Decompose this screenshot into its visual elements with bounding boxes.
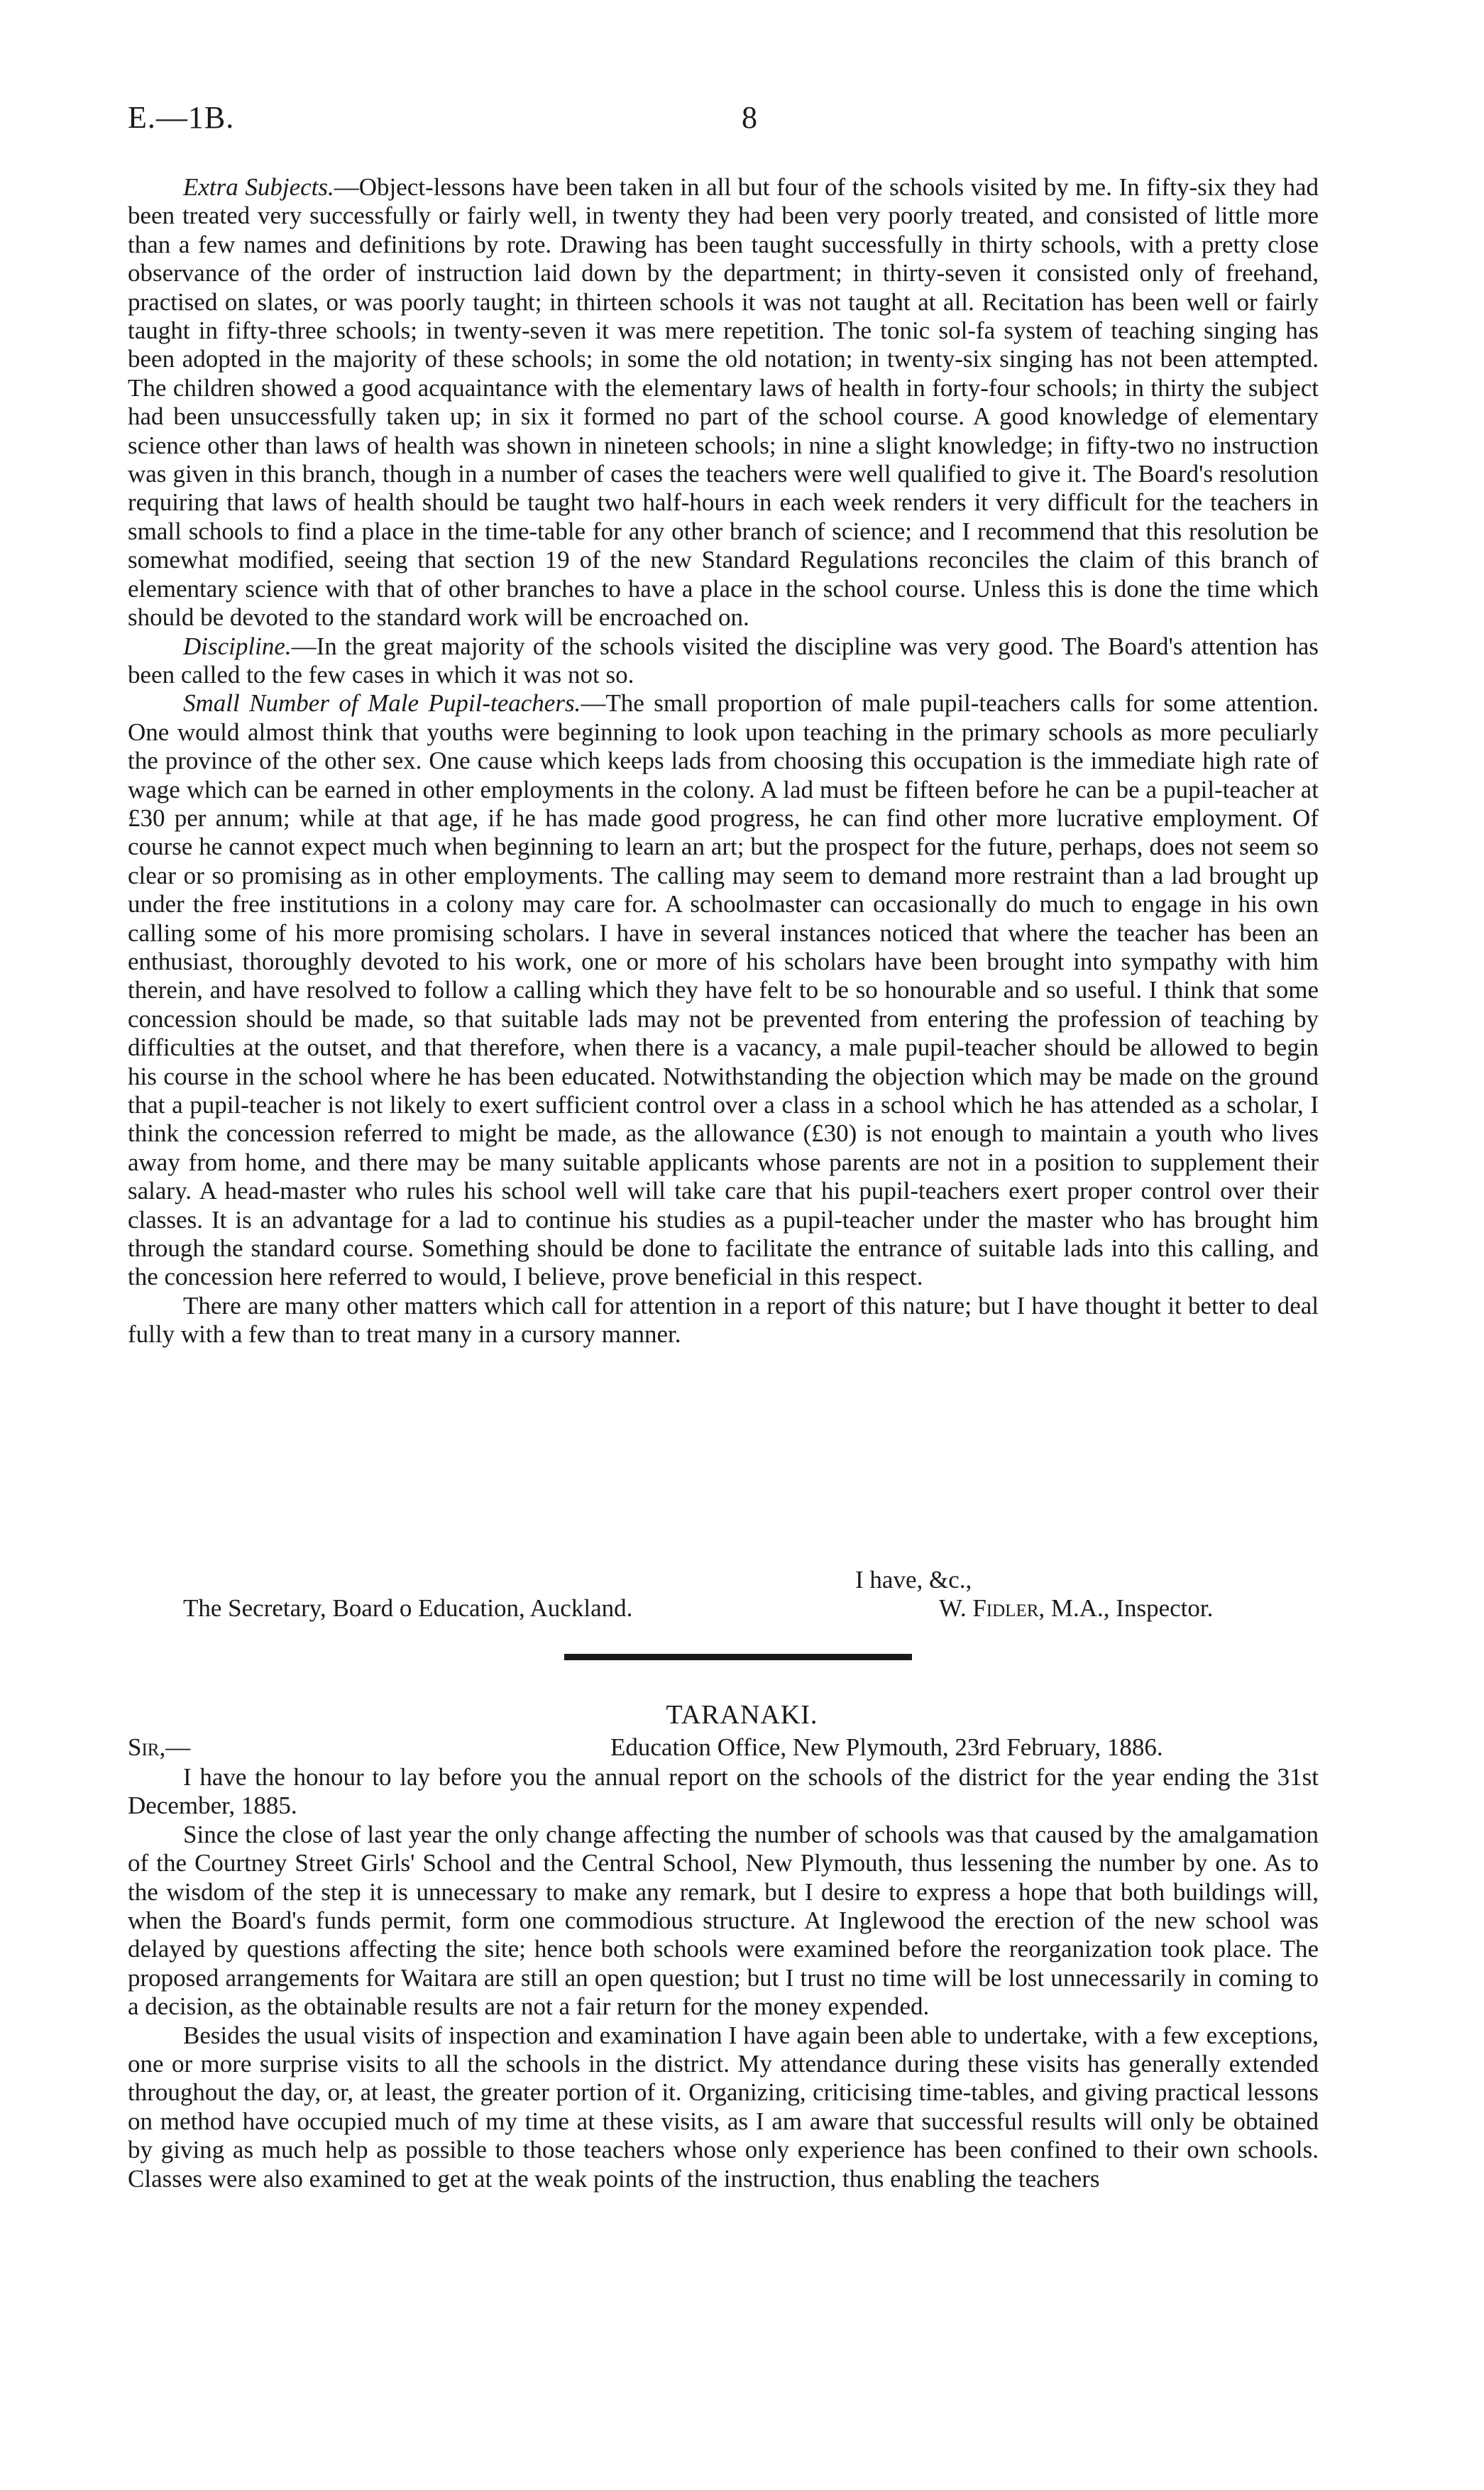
closing-valediction: I have, &c., <box>855 1566 972 1594</box>
paragraph-lead: Discipline. <box>183 632 292 660</box>
paragraph-closing-remarks <box>128 1292 1319 1349</box>
section-divider <box>564 1654 912 1660</box>
page-header <box>128 99 1320 142</box>
signature <box>939 1594 1213 1623</box>
paragraph-male-pupil-teachers <box>128 689 1319 1292</box>
auckland-report-body <box>128 173 1319 1349</box>
letter-address-line <box>128 1733 1320 1765</box>
dateline: Education Office, New Plymouth, 23rd February, 1886. <box>610 1733 1163 1761</box>
paragraph-intro: I have the honour to lay before you the annual report on the schools of the district for the year ending the 31st December, 1885. <box>128 1763 1319 1820</box>
recipient: The Secretary, Board o Education, Auckland. <box>183 1594 633 1622</box>
signature-title: , M.A., Inspector. <box>1038 1594 1214 1622</box>
signature-initial: W. <box>939 1594 973 1622</box>
signature-line <box>183 1594 1319 1624</box>
paragraph-text: There are many other matters which call for attention in a report of this nature; but I have thought it better to deal fully with a few than to treat many in a cursory manner. <box>128 1291 1319 1349</box>
taranaki-report-body <box>128 1763 1319 2193</box>
paragraph-text: —In the great majority of the schools visited the discipline was very good. The Board's attention has been called to the few cases in which it was not so. <box>128 632 1319 689</box>
section-title-taranaki: TARANAKI. <box>666 1700 818 1730</box>
page-number: 8 <box>742 100 757 135</box>
paragraph-discipline <box>128 632 1319 690</box>
paragraph-text: —The small proportion of male pupil-teachers calls for some attention. One would almost think that youths were beginning to look upon teaching in the primary schools as more peculiarly the province of the other sex. One cause which keeps lads from choosing this occupation is the immediate high rate of wage which can be earned in other employments in the colony. A lad must be fifteen before he can be a pupil-teacher at £30 per annum; while at that age, if he has made good progress, he can find other more lucrative employment. Of course he cannot expect much when beginning to learn an art; but the prospect for the future, perhaps, does not seem so clear or so promising as in other employments. The calling may seem to demand more restraint than a lad brought up under the free institutions in a colony may care for. A schoolmaster can occasionally do much to engage in his own calling some of his more promising scholars. I have in several instances noticed that where the teacher has been an enthusiast, thoroughly devoted to his work, one or more of his scholars have been brought into sympathy with him therein, and have resolved to follow a calling which they have felt to be so honourable and so useful. I think that some concession should be made, so that suitable lads may not be prevented from entering the profession of teaching by difficulties at the outset, and that therefore, when there is a vacancy, a male pupil-teacher should be allowed to begin his course in the school where he has been educated. Notwithstanding the objection which may be made on the ground that a pupil-teacher is not likely to exert sufficient control over a class in a school which he has attended as a scholar, I think the concession referred to might be made, as the allowance (£30) is not enough to maintain a youth who lives away from home, and there may be many suitable applicants whose parents are not in a position to supplement their salary. A head-master who rules his school well will take care that his pupil-teachers exert proper control over their classes. It is an advantage for a lad to continue his studies as a pupil-teacher under the master who has brought him through the standard course. Something should be done to facilitate the entrance of suitable lads into this calling, and the concession here referred to would, I believe, prove beneficial in this respect. <box>128 689 1319 1291</box>
document-reference: E.—1B. <box>128 100 235 135</box>
paragraph-school-changes: Since the close of last year the only change affecting the number of schools was that caused by the amalgamation of the Courtney Street Girls' School and the Central School, New Plymouth, thus lessening the number by one. As to the wisdom of the step it is unnecessary to make any remark, but I desire to express a hope that both buildings will, when the Board's funds permit, form one commodious structure. At Inglewood the erection of the new school was delayed by questions affecting the site; hence both schools were examined before the reorganization took place. The proposed arrangements for Waitara are still an open question; but I trust no time will be lost unnecessarily in coming to a decision, as the obtainable results are not a fair return for the money expended. <box>128 1820 1319 2021</box>
paragraph-lead: Small Number of Male Pupil-teachers. <box>183 689 581 718</box>
salutation: Sir,— <box>128 1733 191 1761</box>
paragraph-visits: Besides the usual visits of inspection and examination I have again been able to undertake, with a few exceptions, one or more surprise visits to all the schools in the district. My attendance during these visits has generally extended throughout the day, or, at least, the greater portion of it. Organizing, criticising time-tables, and giving practical lessons on method have occupied much of my time at these visits, as I am aware that successful results will only be obtained by giving as much help as possible to those teachers whose only experience has been confined to their own schools. Classes were also examined to get at the weak points of the instruction, thus enabling the teachers <box>128 2021 1319 2193</box>
signature-surname: Fidler <box>972 1594 1039 1622</box>
paragraph-lead: Extra Subjects. <box>183 173 334 201</box>
paragraph-extra-subjects <box>128 173 1319 632</box>
paragraph-text: —Object-lessons have been taken in all but four of the schools visited by me. In fifty-six they had been treated very successfully or fairly well, in twenty they had been very poorly treated, and consisted of little more than a few names and definitions by rote. Drawing has been taught successfully in thirty schools, with a pretty close observance of the order of instruction laid down by the department; in thirty-seven it consisted only of freehand, practised on slates, or was poorly taught; in thirteen schools it was not taught at all. Recitation has been well or fairly taught in fifty-three schools; in twenty-seven it was mere repetition. The tonic sol-fa system of teaching singing has been adopted in the majority of these schools; in some the old notation; in twenty-six singing has not been attempted. The children showed a good acquaintance with the elementary laws of health in forty-four schools; in thirty the subject had been unsuccessfully taken up; in six it formed no part of the school course. A good knowledge of elementary science other than laws of health was shown in nineteen schools; in nine a slight knowledge; in fifty-two no instruction was given in this branch, though in a number of cases the teachers were well qualified to give it. The Board's resolution requiring that laws of health should be taught two half-hours in each week renders it very difficult for the teachers in small schools to find a place in the time-table for any other branch of science; and I recommend that this resolution be somewhat modified, seeing that section 19 of the new Standard Regulations reconciles the claim of this branch of elementary science with that of other branches to have a place in the school course. Unless this is done the time which should be devoted to the standard work will be encroached on. <box>128 173 1319 632</box>
